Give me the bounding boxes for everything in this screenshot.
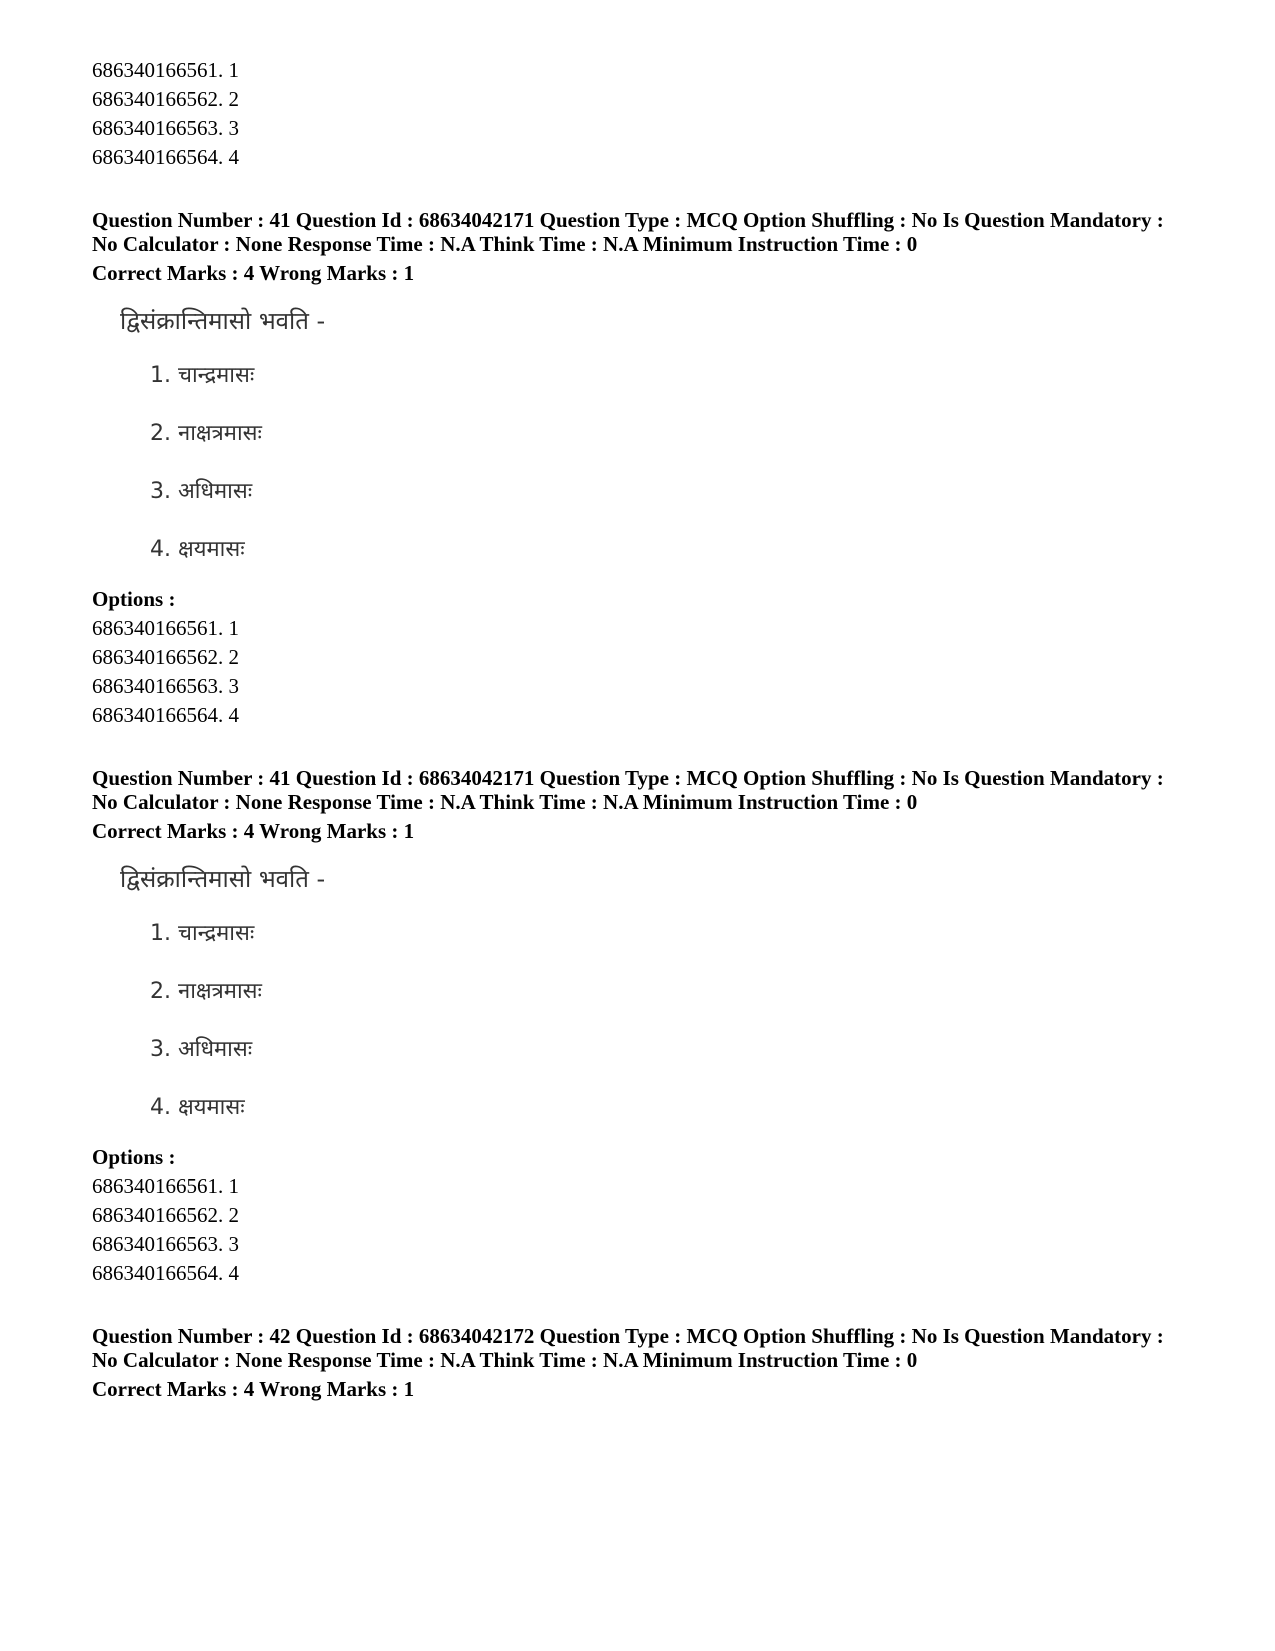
option-line: 686340166561. 1: [92, 616, 239, 640]
option-line: 686340166562. 2: [92, 645, 239, 669]
question-body: [120, 863, 1212, 1123]
top-options-list: [92, 56, 1212, 172]
question-choice: 1. चान्द्रमासः: [150, 921, 255, 946]
question-choice: 4. क्षयमासः: [150, 1095, 245, 1120]
question-stem: द्विसंक्रान्तिमासो भवति -: [120, 865, 326, 893]
option-line: 686340166563. 3: [92, 116, 239, 140]
option-line: 686340166562. 2: [92, 87, 239, 111]
options-label: Options :: [92, 1145, 176, 1169]
question-meta-line1: Question Number : 41 Question Id : 68634042171 Question Type : MCQ Option Shuffling : No Is Question Mandatory :: [92, 208, 1164, 232]
question-choice: 1. चान्द्रमासः: [150, 363, 255, 388]
question-block: [92, 766, 1212, 1288]
question-stem: द्विसंक्रान्तिमासो भवति -: [120, 307, 326, 335]
question-meta-line2: No Calculator : None Response Time : N.A Think Time : N.A Minimum Instruction Time : 0: [92, 232, 918, 256]
question-block: [92, 1324, 1212, 1401]
question-choice: 3. अधिमासः: [150, 1037, 253, 1062]
option-line: 686340166562. 2: [92, 1203, 239, 1227]
options-label: Options :: [92, 587, 176, 611]
option-line: 686340166561. 1: [92, 1174, 239, 1198]
question-choice: 4. क्षयमासः: [150, 537, 245, 562]
question-choice: 2. नाक्षत्रमासः: [150, 421, 262, 446]
question-meta-line1: Question Number : 41 Question Id : 68634042171 Question Type : MCQ Option Shuffling : No Is Question Mandatory :: [92, 766, 1164, 790]
question-meta-line1: Question Number : 42 Question Id : 68634042172 Question Type : MCQ Option Shuffling : No Is Question Mandatory :: [92, 1324, 1164, 1348]
option-line: 686340166564. 4: [92, 1261, 239, 1285]
document-page: [92, 56, 1212, 1401]
question-meta-line2: No Calculator : None Response Time : N.A Think Time : N.A Minimum Instruction Time : 0: [92, 1348, 918, 1372]
question-marks: Correct Marks : 4 Wrong Marks : 1: [92, 261, 415, 285]
option-line: 686340166564. 4: [92, 145, 239, 169]
question-body: [120, 305, 1212, 565]
option-line: 686340166563. 3: [92, 674, 239, 698]
option-line: 686340166561. 1: [92, 58, 239, 82]
option-line: 686340166564. 4: [92, 703, 239, 727]
question-marks: Correct Marks : 4 Wrong Marks : 1: [92, 1377, 415, 1401]
option-line: 686340166563. 3: [92, 1232, 239, 1256]
question-meta-line2: No Calculator : None Response Time : N.A Think Time : N.A Minimum Instruction Time : 0: [92, 790, 918, 814]
question-block: [92, 208, 1212, 730]
question-marks: Correct Marks : 4 Wrong Marks : 1: [92, 819, 415, 843]
question-choice: 3. अधिमासः: [150, 479, 253, 504]
question-choice: 2. नाक्षत्रमासः: [150, 979, 262, 1004]
